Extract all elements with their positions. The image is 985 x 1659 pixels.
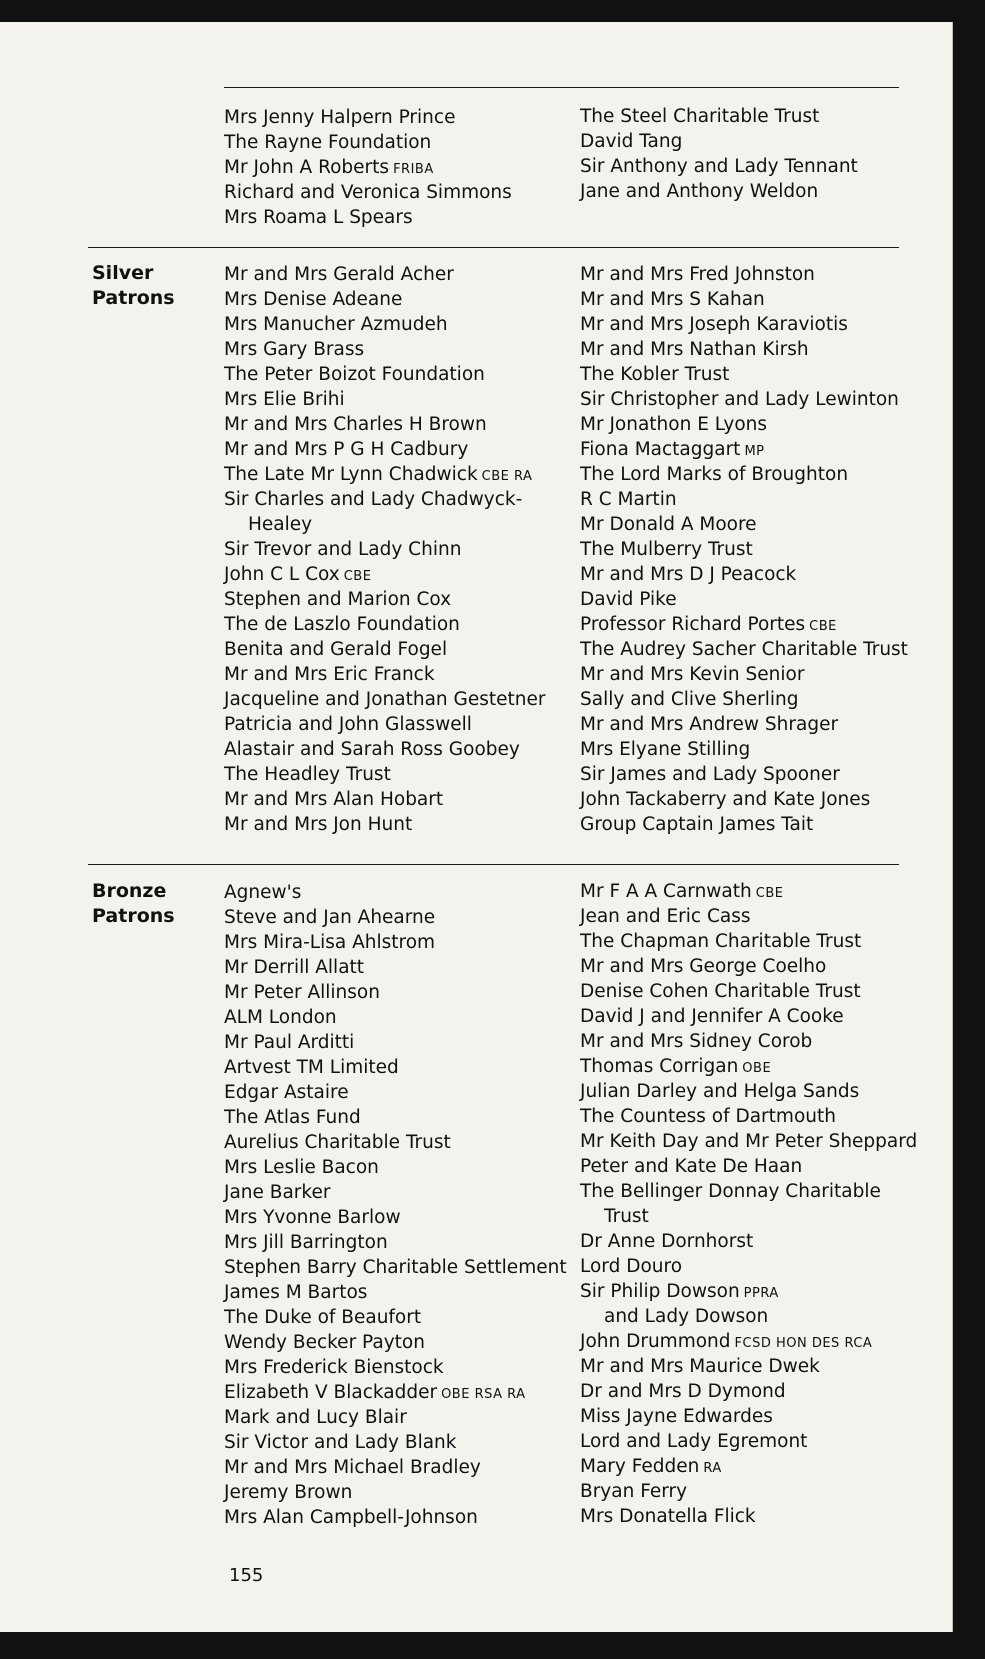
patron-name: Artvest TM Limited — [224, 1057, 399, 1078]
silver-left-column — [224, 262, 545, 837]
patron-entry — [580, 262, 908, 287]
patron-entry — [224, 487, 545, 512]
patron-entry — [224, 1230, 567, 1255]
silver-heading-line1: Silver — [92, 262, 154, 284]
patron-name: The Bellinger Donnay Charitable — [580, 1181, 881, 1202]
patron-entry — [580, 1279, 917, 1304]
patron-entry — [580, 462, 908, 487]
patron-entry — [580, 1154, 917, 1179]
honours: CBE — [809, 619, 837, 634]
patron-entry — [580, 537, 908, 562]
patron-entry — [580, 737, 908, 762]
patron-name: Bryan Ferry — [580, 1481, 688, 1502]
patron-entry — [580, 1479, 917, 1504]
patron-name: Mr and Mrs P G H Cadbury — [224, 439, 469, 460]
patron-entry — [224, 1330, 567, 1355]
patron-entry — [580, 954, 917, 979]
patron-name: The Chapman Charitable Trust — [580, 931, 862, 952]
patron-name: Denise Cohen Charitable Trust — [580, 981, 861, 1002]
patron-entry — [580, 712, 908, 737]
patron-name: Sally and Clive Sherling — [580, 689, 799, 710]
silver-right-column — [580, 262, 908, 837]
patron-entry — [580, 1454, 917, 1479]
patron-entry — [580, 1404, 917, 1429]
patron-entry — [580, 1129, 917, 1154]
patron-name: Mr and Mrs Eric Franck — [224, 664, 435, 685]
patron-name: The Countess of Dartmouth — [580, 1106, 836, 1127]
patron-entry — [224, 1180, 567, 1205]
patron-name: Stephen Barry Charitable Settlement — [224, 1257, 567, 1278]
patron-entry — [224, 1130, 567, 1155]
patron-name: R C Martin — [580, 489, 677, 510]
top-left-column — [224, 105, 512, 230]
patron-name: Mary Fedden — [580, 1456, 700, 1477]
patron-name: Mrs Denise Adeane — [224, 289, 403, 310]
patron-name: John Tackaberry and Kate Jones — [580, 789, 871, 810]
patron-name: The Kobler Trust — [580, 364, 730, 385]
patron-name: Jacqueline and Jonathan Gestetner — [224, 689, 546, 710]
patron-name: Trust — [604, 1206, 649, 1227]
patron-name: Edgar Astaire — [224, 1082, 349, 1103]
silver-heading-line2: Patrons — [92, 287, 175, 309]
patron-name: Jane Barker — [224, 1182, 331, 1203]
honours: FRIBA — [393, 162, 434, 177]
patron-name: Thomas Corrigan — [580, 1056, 739, 1077]
patron-entry — [224, 412, 545, 437]
patron-entry — [224, 1305, 567, 1330]
patron-name: Mr and Mrs S Kahan — [580, 289, 765, 310]
patron-entry — [224, 930, 567, 955]
patron-name: Dr and Mrs D Dymond — [580, 1381, 786, 1402]
patron-name: Sir Anthony and Lady Tennant — [580, 156, 858, 177]
patron-name: Mr Derrill Allatt — [224, 957, 365, 978]
patron-name: Mr Keith Day and Mr Peter Sheppard — [580, 1131, 918, 1152]
bronze-heading-line2: Patrons — [92, 905, 175, 927]
patron-name: David Pike — [580, 589, 677, 610]
patron-name: John C L Cox — [224, 564, 340, 585]
patron-name: The Rayne Foundation — [224, 132, 432, 153]
patron-entry — [224, 662, 545, 687]
patron-entry — [224, 905, 567, 930]
patron-entry — [224, 437, 545, 462]
bronze-heading — [92, 879, 175, 929]
patron-name: Mrs Elyane Stilling — [580, 739, 751, 760]
patron-entry — [224, 587, 545, 612]
honours: CBE RA — [481, 469, 533, 484]
silver-rule — [88, 247, 899, 248]
patron-entry — [224, 1255, 567, 1280]
patron-entry — [224, 762, 545, 787]
patron-name: Mr and Mrs Nathan Kirsh — [580, 339, 809, 360]
bronze-left-column — [224, 880, 567, 1530]
patron-entry — [580, 1104, 917, 1129]
patron-name: David Tang — [580, 131, 683, 152]
patron-name: Stephen and Marion Cox — [224, 589, 452, 610]
patron-entry — [580, 487, 908, 512]
patron-name: Group Captain James Tait — [580, 814, 814, 835]
patron-name: The Peter Boizot Foundation — [224, 364, 485, 385]
patron-entry — [580, 337, 908, 362]
patron-name: Mr and Mrs Michael Bradley — [224, 1457, 481, 1478]
patron-entry — [224, 980, 567, 1005]
patron-entry — [580, 1054, 917, 1079]
patron-name: Mr and Mrs Fred Johnston — [580, 264, 815, 285]
patron-name: Sir Charles and Lady Chadwyck- — [224, 489, 523, 510]
patron-name: Mr and Mrs Alan Hobart — [224, 789, 444, 810]
patron-name: Mrs Elie Brihi — [224, 389, 345, 410]
patron-name: Mr and Mrs Maurice Dwek — [580, 1356, 820, 1377]
patron-entry — [580, 979, 917, 1004]
patron-name: Mrs Roama L Spears — [224, 207, 413, 228]
patron-name: Mrs Mira-Lisa Ahlstrom — [224, 932, 436, 953]
patron-entry — [580, 879, 917, 904]
patron-entry — [580, 1079, 917, 1104]
patron-name: Mr Donald A Moore — [580, 514, 757, 535]
patron-name: Peter and Kate De Haan — [580, 1156, 803, 1177]
honours: OBE — [742, 1061, 772, 1076]
patron-entry — [224, 812, 545, 837]
bronze-right-column — [580, 879, 917, 1529]
top-right-column — [580, 104, 858, 204]
patron-entry — [580, 179, 858, 204]
patron-entry — [224, 1355, 567, 1380]
patron-name: Fiona Mactaggart — [580, 439, 741, 460]
patron-name: Sir James and Lady Spooner — [580, 764, 840, 785]
patron-name: Mr and Mrs D J Peacock — [580, 564, 797, 585]
patron-name: Mr and Mrs George Coelho — [580, 956, 827, 977]
patron-entry — [580, 1304, 917, 1329]
patron-entry — [224, 1080, 567, 1105]
patron-entry — [580, 1379, 917, 1404]
patron-name: Healey — [248, 514, 313, 535]
patron-name: Lord Douro — [580, 1256, 683, 1277]
patron-name: John Drummond — [580, 1331, 731, 1352]
silver-heading — [92, 261, 175, 311]
patron-name: Mr and Mrs Jon Hunt — [224, 814, 413, 835]
patron-name: Mrs Leslie Bacon — [224, 1157, 379, 1178]
patron-name: Mr and Mrs Joseph Karaviotis — [580, 314, 848, 335]
patron-name: Miss Jayne Edwardes — [580, 1406, 773, 1427]
patron-entry — [224, 155, 512, 180]
patron-entry — [224, 1455, 567, 1480]
patron-entry — [224, 612, 545, 637]
patron-entry — [224, 262, 545, 287]
patron-entry — [224, 362, 545, 387]
patron-name: Mrs Jill Barrington — [224, 1232, 388, 1253]
honours: FCSD HON DES RCA — [734, 1336, 873, 1351]
patron-name: Lord and Lady Egremont — [580, 1431, 808, 1452]
top-rule — [224, 87, 899, 88]
patron-entry — [580, 1504, 917, 1529]
page — [0, 22, 953, 1632]
patron-entry — [224, 1055, 567, 1080]
patron-name: Elizabeth V Blackadder — [224, 1382, 438, 1403]
patron-name: The Steel Charitable Trust — [580, 106, 820, 127]
patron-name: Benita and Gerald Fogel — [224, 639, 448, 660]
patron-name: Jeremy Brown — [224, 1482, 353, 1503]
patron-entry — [580, 904, 917, 929]
patron-entry — [580, 787, 908, 812]
patron-name: Alastair and Sarah Ross Goobey — [224, 739, 520, 760]
patron-name: The Mulberry Trust — [580, 539, 753, 560]
patron-entry — [580, 104, 858, 129]
patron-entry — [580, 662, 908, 687]
patron-name: Richard and Veronica Simmons — [224, 182, 512, 203]
patron-name: The Atlas Fund — [224, 1107, 361, 1128]
patron-entry — [580, 637, 908, 662]
patron-entry — [224, 1405, 567, 1430]
patron-entry — [224, 1505, 567, 1530]
bronze-rule — [88, 864, 899, 865]
honours: RA — [703, 1461, 722, 1476]
patron-name: Professor Richard Portes — [580, 614, 806, 635]
patron-name: Sir Victor and Lady Blank — [224, 1432, 457, 1453]
patron-name: Agnew's — [224, 882, 302, 903]
patron-name: ALM London — [224, 1007, 337, 1028]
patron-entry — [580, 1354, 917, 1379]
patron-entry — [224, 1155, 567, 1180]
patron-entry — [224, 737, 545, 762]
patron-entry — [224, 130, 512, 155]
patron-name: Mrs Donatella Flick — [580, 1506, 756, 1527]
patron-entry — [580, 312, 908, 337]
patron-entry — [224, 1005, 567, 1030]
patron-name: Mr F A A Carnwath — [580, 881, 752, 902]
patron-name: Mrs Alan Campbell-Johnson — [224, 1507, 478, 1528]
patron-name: Mr and Mrs Charles H Brown — [224, 414, 487, 435]
patron-entry — [224, 287, 545, 312]
patron-entry — [580, 154, 858, 179]
patron-name: Sir Trevor and Lady Chinn — [224, 539, 462, 560]
patron-name: Mrs Yvonne Barlow — [224, 1207, 401, 1228]
patron-entry — [224, 1030, 567, 1055]
patron-name: Mrs Manucher Azmudeh — [224, 314, 448, 335]
patron-name: Mr and Mrs Sidney Corob — [580, 1031, 813, 1052]
patron-name: Jane and Anthony Weldon — [580, 181, 819, 202]
patron-entry — [224, 687, 545, 712]
patron-name: Mr John A Roberts — [224, 157, 390, 178]
patron-entry — [224, 387, 545, 412]
patron-name: Sir Christopher and Lady Lewinton — [580, 389, 899, 410]
patron-entry — [580, 362, 908, 387]
patron-name: and Lady Dowson — [604, 1306, 769, 1327]
patron-name: The Lord Marks of Broughton — [580, 464, 849, 485]
patron-entry — [224, 180, 512, 205]
patron-entry — [224, 312, 545, 337]
patron-name: David J and Jennifer A Cooke — [580, 1006, 844, 1027]
patron-entry — [224, 1105, 567, 1130]
patron-name: The Headley Trust — [224, 764, 391, 785]
patron-entry — [580, 587, 908, 612]
patron-entry — [580, 562, 908, 587]
patron-entry — [224, 955, 567, 980]
patron-entry — [580, 762, 908, 787]
patron-name: Mr Jonathon E Lyons — [580, 414, 767, 435]
patron-name: Mr and Mrs Gerald Acher — [224, 264, 454, 285]
patron-entry — [224, 205, 512, 230]
patron-name: The Late Mr Lynn Chadwick — [224, 464, 478, 485]
patron-name: James M Bartos — [224, 1282, 368, 1303]
patron-entry — [580, 1329, 917, 1354]
honours: PPRA — [743, 1286, 779, 1301]
patron-entry — [580, 1204, 917, 1229]
patron-entry — [580, 1229, 917, 1254]
patron-entry — [224, 1280, 567, 1305]
patron-entry — [224, 1380, 567, 1405]
patron-entry — [580, 1429, 917, 1454]
patron-name: Wendy Becker Payton — [224, 1332, 425, 1353]
patron-entry — [224, 512, 545, 537]
patron-entry — [580, 1179, 917, 1204]
patron-name: Mr and Mrs Kevin Senior — [580, 664, 805, 685]
patron-entry — [224, 1205, 567, 1230]
page-number: 155 — [229, 1565, 264, 1586]
patron-entry — [580, 287, 908, 312]
patron-entry — [224, 637, 545, 662]
honours: MP — [744, 444, 765, 459]
patron-entry — [224, 1480, 567, 1505]
patron-name: Steve and Jan Ahearne — [224, 907, 436, 928]
patron-entry — [580, 1029, 917, 1054]
patron-entry — [224, 337, 545, 362]
patron-name: The Audrey Sacher Charitable Trust — [580, 639, 908, 660]
patron-name: The de Laszlo Foundation — [224, 614, 460, 635]
patron-name: Mrs Frederick Bienstock — [224, 1357, 444, 1378]
patron-entry — [580, 387, 908, 412]
patron-entry — [580, 437, 908, 462]
honours: OBE RSA RA — [441, 1387, 526, 1402]
patron-entry — [580, 1254, 917, 1279]
patron-entry — [580, 687, 908, 712]
patron-name: Dr Anne Dornhorst — [580, 1231, 754, 1252]
patron-entry — [224, 880, 567, 905]
patron-entry — [224, 787, 545, 812]
patron-name: The Duke of Beaufort — [224, 1307, 422, 1328]
patron-entry — [580, 812, 908, 837]
patron-name: Aurelius Charitable Trust — [224, 1132, 451, 1153]
patron-entry — [224, 537, 545, 562]
patron-entry — [224, 462, 545, 487]
patron-name: Jean and Eric Cass — [580, 906, 751, 927]
bronze-heading-line1: Bronze — [92, 880, 167, 902]
honours: CBE — [755, 886, 784, 901]
patron-name: Mrs Gary Brass — [224, 339, 365, 360]
patron-name: Sir Philip Dowson — [580, 1281, 740, 1302]
patron-entry — [224, 1430, 567, 1455]
patron-entry — [580, 929, 917, 954]
patron-entry — [580, 129, 858, 154]
patron-name: Mark and Lucy Blair — [224, 1407, 407, 1428]
patron-name: Mrs Jenny Halpern Prince — [224, 107, 456, 128]
patron-entry — [580, 612, 908, 637]
patron-entry — [224, 712, 545, 737]
honours: CBE — [343, 569, 372, 584]
patron-entry — [580, 412, 908, 437]
patron-entry — [224, 562, 545, 587]
patron-entry — [580, 1004, 917, 1029]
patron-name: Julian Darley and Helga Sands — [580, 1081, 860, 1102]
patron-entry — [224, 105, 512, 130]
patron-name: Mr Peter Allinson — [224, 982, 380, 1003]
patron-entry — [580, 512, 908, 537]
patron-name: Patricia and John Glasswell — [224, 714, 472, 735]
patron-name: Mr Paul Arditti — [224, 1032, 355, 1053]
patron-name: Mr and Mrs Andrew Shrager — [580, 714, 839, 735]
